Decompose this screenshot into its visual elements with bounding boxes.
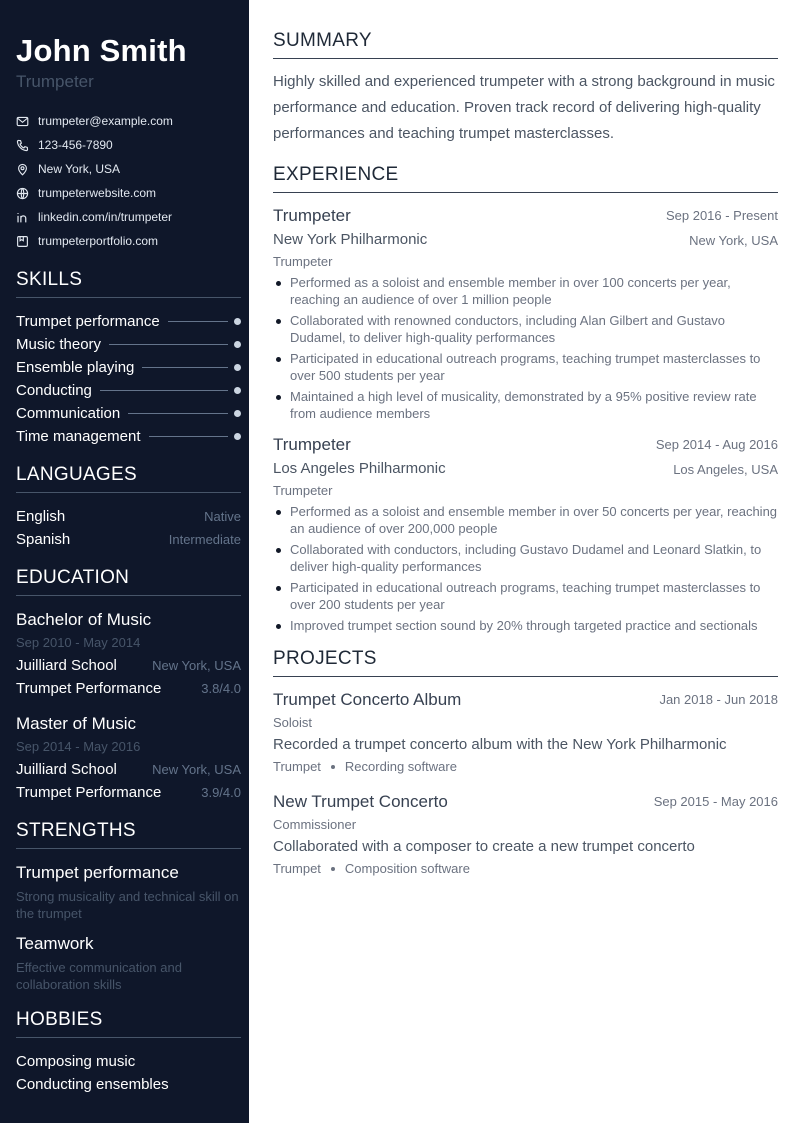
language-name: Spanish bbox=[16, 531, 71, 549]
education-field: Trumpet Performance bbox=[16, 784, 162, 802]
skill-item bbox=[16, 310, 241, 333]
location-icon bbox=[16, 163, 38, 176]
skill-divider bbox=[142, 367, 228, 368]
contact-email-text: trumpeter@example.com bbox=[38, 114, 173, 129]
projects-heading: PROJECTS bbox=[273, 648, 778, 677]
hobbies-list bbox=[16, 1050, 241, 1096]
education-degree: Master of Music bbox=[16, 714, 136, 734]
skill-divider bbox=[149, 436, 229, 437]
linkedin-icon bbox=[16, 211, 38, 224]
project-description: Recorded a trumpet concerto album with the New York Philharmonic bbox=[273, 736, 727, 753]
contact-website-text: trumpeterwebsite.com bbox=[38, 186, 157, 201]
strength-description: Strong musicality and technical skill on the trumpet bbox=[16, 889, 239, 922]
project-tag: Trumpet bbox=[273, 759, 321, 774]
skill-dot bbox=[234, 341, 241, 348]
skill-label: Time management bbox=[16, 428, 141, 446]
contact-linkedin[interactable] bbox=[16, 205, 241, 229]
strength-title: Trumpet performance bbox=[16, 863, 179, 883]
strength-title: Teamwork bbox=[16, 934, 94, 954]
skill-item bbox=[16, 356, 241, 379]
languages-list bbox=[16, 505, 241, 551]
strength-item bbox=[16, 861, 241, 922]
experience-item bbox=[273, 203, 778, 422]
tag-separator bbox=[331, 765, 335, 769]
job-organization: Los Angeles Philharmonic bbox=[273, 460, 446, 477]
education-heading: EDUCATION bbox=[16, 567, 241, 596]
education-school: Juilliard School bbox=[16, 761, 117, 779]
main-content bbox=[249, 0, 794, 1123]
contact-phone[interactable] bbox=[16, 133, 241, 157]
job-role: Trumpeter bbox=[273, 483, 333, 498]
project-description: Collaborated with a composer to create a new trumpet concerto bbox=[273, 838, 695, 855]
education-item bbox=[16, 608, 241, 700]
education-list bbox=[16, 608, 241, 804]
project-tag: Recording software bbox=[344, 759, 457, 774]
project-title: Trumpet Concerto Album bbox=[273, 690, 462, 709]
globe-icon bbox=[16, 187, 38, 200]
contact-phone-text: 123-456-7890 bbox=[38, 138, 113, 153]
skill-label: Trumpet performance bbox=[16, 313, 160, 331]
experience-heading: EXPERIENCE bbox=[273, 164, 778, 193]
skills-heading: SKILLS bbox=[16, 269, 241, 298]
language-level: Native bbox=[204, 509, 241, 525]
job-bullet: Maintained a high level of musicality, demonstrated by a 95% positive review rate from audience members bbox=[273, 388, 778, 422]
project-tags bbox=[273, 859, 778, 879]
contact-list bbox=[16, 109, 241, 253]
job-bullet: Performed as a soloist and ensemble member in over 50 concerts per year, reaching an audience of over 200,000 people bbox=[273, 503, 778, 537]
contact-linkedin-text: linkedin.com/in/trumpeter bbox=[38, 210, 173, 225]
project-tag: Trumpet bbox=[273, 861, 321, 876]
job-dates: Sep 2014 - Aug 2016 bbox=[655, 437, 778, 452]
sidebar bbox=[0, 0, 249, 1123]
languages-heading: LANGUAGES bbox=[16, 464, 241, 493]
strengths-heading: STRENGTHS bbox=[16, 820, 241, 849]
contact-email[interactable] bbox=[16, 109, 241, 133]
education-location: New York, USA bbox=[152, 658, 241, 674]
skill-dot bbox=[234, 318, 241, 325]
education-location: New York, USA bbox=[152, 762, 241, 778]
education-field: Trumpet Performance bbox=[16, 680, 162, 698]
job-title: Trumpeter bbox=[273, 206, 351, 225]
skill-item bbox=[16, 402, 241, 425]
experience-list bbox=[273, 203, 778, 634]
hobbies-heading: HOBBIES bbox=[16, 1009, 241, 1038]
skill-dot bbox=[234, 433, 241, 440]
skill-label: Music theory bbox=[16, 336, 102, 354]
contact-website[interactable] bbox=[16, 181, 241, 205]
strength-item bbox=[16, 932, 241, 993]
skill-label: Conducting bbox=[16, 382, 92, 400]
skill-item bbox=[16, 379, 241, 402]
projects-list bbox=[273, 687, 778, 879]
project-role: Soloist bbox=[273, 715, 313, 730]
language-item bbox=[16, 505, 241, 528]
skill-dot bbox=[234, 387, 241, 394]
contact-portfolio[interactable] bbox=[16, 229, 241, 253]
job-bullet: Collaborated with conductors, including Gustavo Dudamel and Leonard Slatkin, to deliver high-quality performances bbox=[273, 541, 778, 575]
mail-icon bbox=[16, 115, 38, 128]
project-tags bbox=[273, 757, 778, 777]
hobby-item: Conducting ensembles bbox=[16, 1076, 169, 1094]
skill-divider bbox=[109, 344, 228, 345]
project-title: New Trumpet Concerto bbox=[273, 792, 448, 811]
portfolio-icon bbox=[16, 235, 38, 248]
summary-text: Highly skilled and experienced trumpeter with a strong background in music performance and education. Proven track record of delivering high-quality performances and teaching trumpet masterclasses. bbox=[273, 73, 775, 142]
project-dates: Jan 2018 - Jun 2018 bbox=[659, 692, 778, 707]
project-dates: Sep 2015 - May 2016 bbox=[653, 794, 778, 809]
job-title: Trumpeter bbox=[273, 435, 351, 454]
job-bullet: Performed as a soloist and ensemble member in over 100 concerts per year, reaching an audience of over 1 million people bbox=[273, 274, 778, 308]
skill-item bbox=[16, 333, 241, 356]
language-name: English bbox=[16, 508, 66, 526]
education-degree: Bachelor of Music bbox=[16, 610, 152, 630]
project-role: Commissioner bbox=[273, 817, 357, 832]
skill-divider bbox=[100, 390, 228, 391]
skill-label: Communication bbox=[16, 405, 121, 423]
job-bullet: Collaborated with renowned conductors, including Alan Gilbert and Gustavo Dudamel, to deliver high-quality performances bbox=[273, 312, 778, 346]
job-dates: Sep 2016 - Present bbox=[665, 208, 778, 223]
job-bullet: Improved trumpet section sound by 20% through targeted practice and sectionals bbox=[273, 617, 778, 634]
contact-location bbox=[16, 157, 241, 181]
skill-item bbox=[16, 425, 241, 448]
education-dates: Sep 2014 - May 2016 bbox=[16, 739, 141, 755]
contact-location-text: New York, USA bbox=[38, 162, 121, 177]
language-item bbox=[16, 528, 241, 551]
education-gpa: 3.8/4.0 bbox=[201, 681, 241, 697]
candidate-name: John Smith bbox=[16, 33, 187, 68]
contact-portfolio-text: trumpeterportfolio.com bbox=[38, 234, 159, 249]
hobby-item: Composing music bbox=[16, 1053, 136, 1071]
strengths-list bbox=[16, 861, 241, 993]
education-item bbox=[16, 712, 241, 804]
education-dates: Sep 2010 - May 2014 bbox=[16, 635, 141, 651]
job-organization: New York Philharmonic bbox=[273, 231, 428, 248]
skill-dot bbox=[234, 364, 241, 371]
job-location: Los Angeles, USA bbox=[673, 461, 778, 477]
job-location: New York, USA bbox=[689, 232, 778, 248]
job-bullets bbox=[273, 274, 778, 422]
summary-heading: SUMMARY bbox=[273, 30, 778, 59]
skill-dot bbox=[234, 410, 241, 417]
phone-icon bbox=[16, 139, 38, 152]
language-level: Intermediate bbox=[168, 532, 241, 548]
project-item bbox=[273, 687, 778, 777]
tag-separator bbox=[331, 867, 335, 871]
skills-list bbox=[16, 310, 241, 448]
project-item bbox=[273, 789, 778, 879]
strength-description: Effective communication and collaboration skills bbox=[16, 960, 182, 993]
skill-label: Ensemble playing bbox=[16, 359, 135, 377]
job-bullets bbox=[273, 503, 778, 634]
experience-item bbox=[273, 432, 778, 634]
skill-divider bbox=[168, 321, 228, 322]
education-gpa: 3.9/4.0 bbox=[201, 785, 241, 801]
job-bullet: Participated in educational outreach programs, teaching trumpet masterclasses to over 200 students per year bbox=[273, 579, 778, 613]
candidate-title: Trumpeter bbox=[16, 72, 94, 92]
education-school: Juilliard School bbox=[16, 657, 117, 675]
job-role: Trumpeter bbox=[273, 254, 333, 269]
job-bullet: Participated in educational outreach programs, teaching trumpet masterclasses to over 500 students per year bbox=[273, 350, 778, 384]
project-tag: Composition software bbox=[344, 861, 470, 876]
skill-divider bbox=[128, 413, 228, 414]
